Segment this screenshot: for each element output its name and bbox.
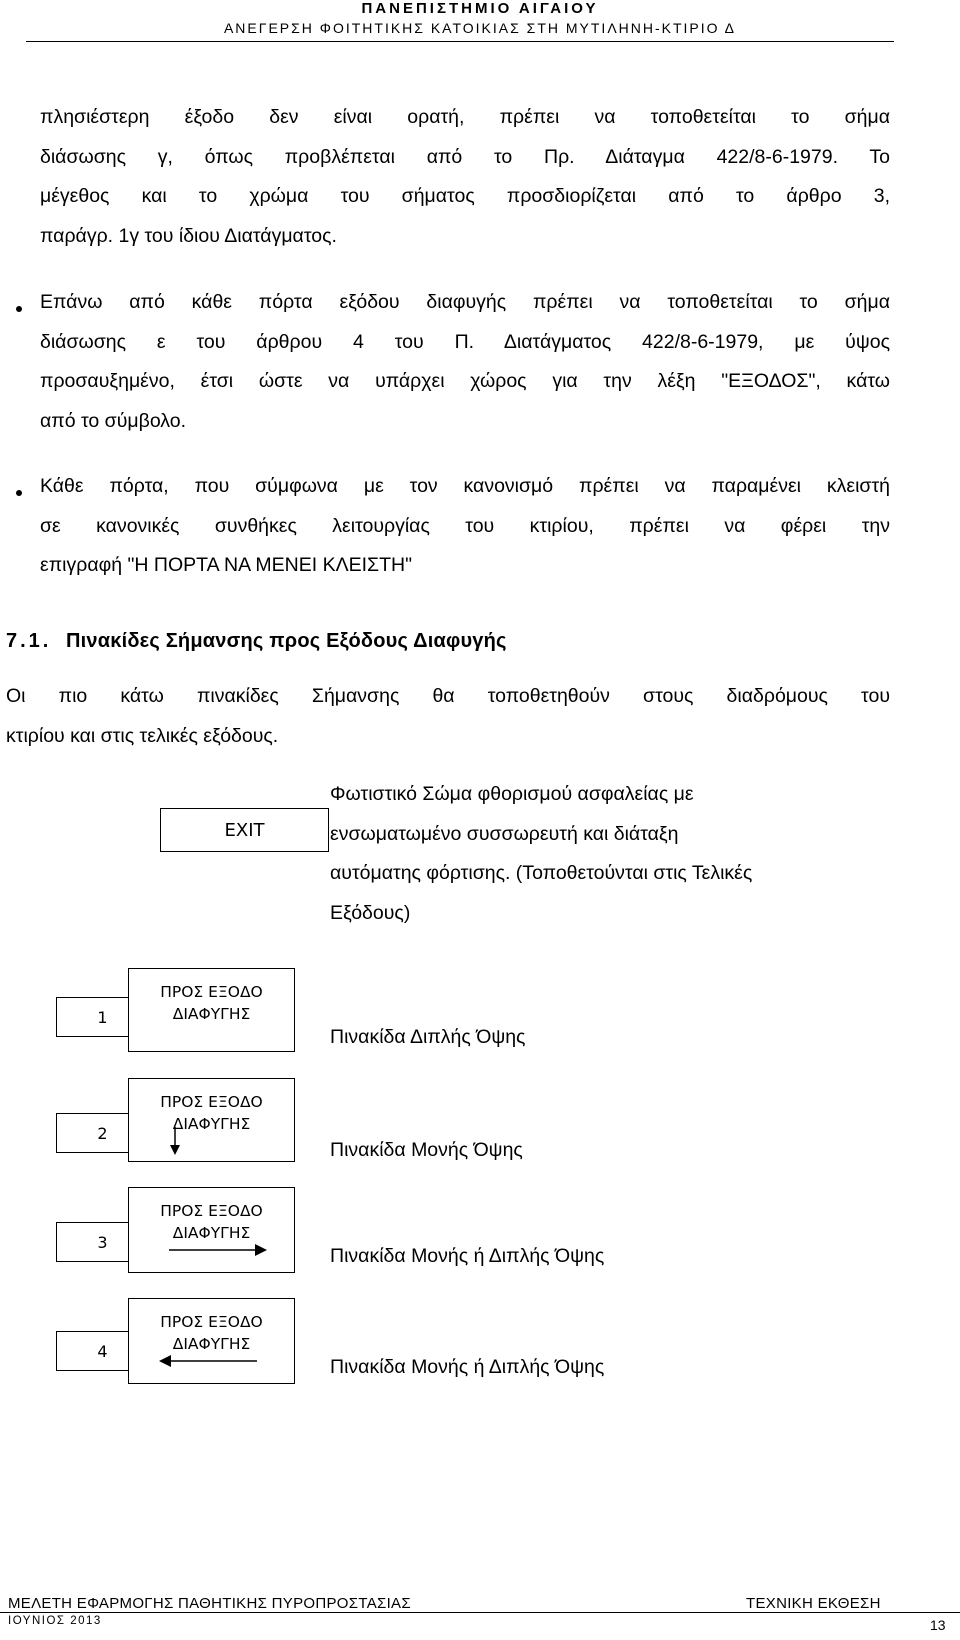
exit-sign [160,808,329,852]
paragraph-line: επιγραφή "Η ΠΟΡΤΑ ΝΑ ΜΕΝΕΙ ΚΛΕΙΣΤΗ" [40,554,413,576]
sign-line-1: ΠΡΟΣ ΕΞΟΔΟ [160,1202,263,1220]
paragraph-line: μέγεθος και το χρώμα του σήματος προσδιορίζεται από το άρθρο 3, [40,185,890,207]
exit-sign-description [330,775,752,933]
sign-panel [128,968,295,1052]
paragraph-line: σε κανονικές συνθήκες λειτουργίας του κτιρίου, πρέπει να φέρει την [40,514,890,537]
arrow-down-icon [169,1127,181,1155]
paragraph-1 [40,98,890,256]
paragraph-line: προσαυξημένο, έτσι ώστε να υπάρχει χώρος για την λέξη "ΕΞΟΔΟΣ", κάτω [40,370,890,392]
description-line: αυτόματης φόρτισης. (Τοποθετούνται στις Τελικές [330,862,753,884]
section-intro [6,677,890,756]
section-title: Πινακίδες Σήμανσης προς Εξόδους Διαφυγής [66,630,507,652]
section-heading [6,630,507,653]
sign-number: 2 [97,1123,108,1143]
exit-sign-label: EXIT [224,819,265,841]
sign-line-2: ΔΙΑΦΥΓΗΣ [172,1335,251,1353]
arrow-right-icon [169,1243,269,1257]
sign-description: Πινακίδα Διπλής Όψης [330,1026,526,1048]
paragraph-2 [40,283,890,441]
header-divider [26,41,894,42]
paragraph-line: διάσωσης γ, όπως προβλέπεται από το Πρ. Διάταγμα 422/8-6-1979. Το [40,145,890,168]
footer-divider [0,1612,960,1613]
sign-description: Πινακίδα Μονής ή Διπλής Όψης [330,1356,605,1378]
sign-number: 4 [97,1341,108,1361]
sign-description: Πινακίδα Μονής ή Διπλής Όψης [330,1245,605,1267]
sign-line-2: ΔΙΑΦΥΓΗΣ [172,1224,251,1242]
sign-line-1: ΠΡΟΣ ΕΞΟΔΟ [160,1093,263,1111]
sign-panel [128,1187,295,1273]
sign-line-1: ΠΡΟΣ ΕΞΟΔΟ [160,1313,263,1331]
paragraph-3 [40,467,890,586]
sign-panel [128,1298,295,1384]
paragraph-line: Οι πιο κάτω πινακίδες Σήμανσης θα τοποθετηθούν στους διαδρόμους του [6,685,890,707]
paragraph-line: πλησιέστερη έξοδο δεν είναι ορατή, πρέπει να τοποθετείται το σήμα [40,106,890,128]
footer-project-title: ΜΕΛΕΤΗ ΕΦΑΡΜΟΓΗΣ ΠΑΘΗΤΙΚΗΣ ΠΥΡΟΠΡΟΣΤΑΣΙΑΣ [8,1595,411,1612]
arrow-left-icon [157,1354,257,1368]
bullet-icon [16,306,22,312]
sign-line-2: ΔΙΑΦΥΓΗΣ [172,1115,251,1133]
description-line: ενσωματωμένο συσσωρευτή και διάταξη [330,822,679,845]
sign-line-1: ΠΡΟΣ ΕΞΟΔΟ [160,983,263,1001]
footer-date: ΙΟΥΝΙΟΣ 2013 [8,1615,102,1627]
sign-panel [128,1078,295,1162]
footer-document-type: ΤΕΧΝΙΚΗ ΕΚΘΕΣΗ [746,1595,881,1612]
sign-number: 1 [97,1007,108,1027]
document-header-title: ΠΑΝΕΠΙΣΤΗΜΙΟ ΑΙΓΑΙΟΥ [361,0,599,17]
paragraph-line: διάσωσης ε του άρθρου 4 του Π. Διατάγματος 422/8-6-1979, με ύψος [40,330,890,353]
document-header-subtitle: ΑΝΕΓΕΡΣΗ ΦΟΙΤΗΤΙΚΗΣ ΚΑΤΟΙΚΙΑΣ ΣΤΗ ΜΥΤΙΛΗΝΗ-ΚΤΙΡΙΟ Δ [223,20,737,36]
description-line: Φωτιστικό Σώμα φθορισμού ασφαλείας με [330,783,694,805]
sign-description: Πινακίδα Μονής Όψης [330,1139,523,1161]
paragraph-line: από το σύμβολο. [40,409,187,432]
description-line: Εξόδους) [330,901,411,924]
paragraph-line: Επάνω από κάθε πόρτα εξόδου διαφυγής πρέπει να τοποθετείται το σήμα [40,291,890,313]
section-number: 7.1. [6,630,52,652]
bullet-icon [16,490,22,496]
page-number: 13 [930,1617,946,1633]
sign-number: 3 [97,1232,108,1252]
sign-line-2: ΔΙΑΦΥΓΗΣ [172,1005,251,1023]
paragraph-line: παράγρ. 1γ του ίδιου Διατάγματος. [40,224,337,247]
paragraph-line: κτιρίου και στις τελικές εξόδους. [6,724,279,747]
paragraph-line: Κάθε πόρτα, που σύμφωνα με τον κανονισμό πρέπει να παραμένει κλειστή [40,475,890,497]
